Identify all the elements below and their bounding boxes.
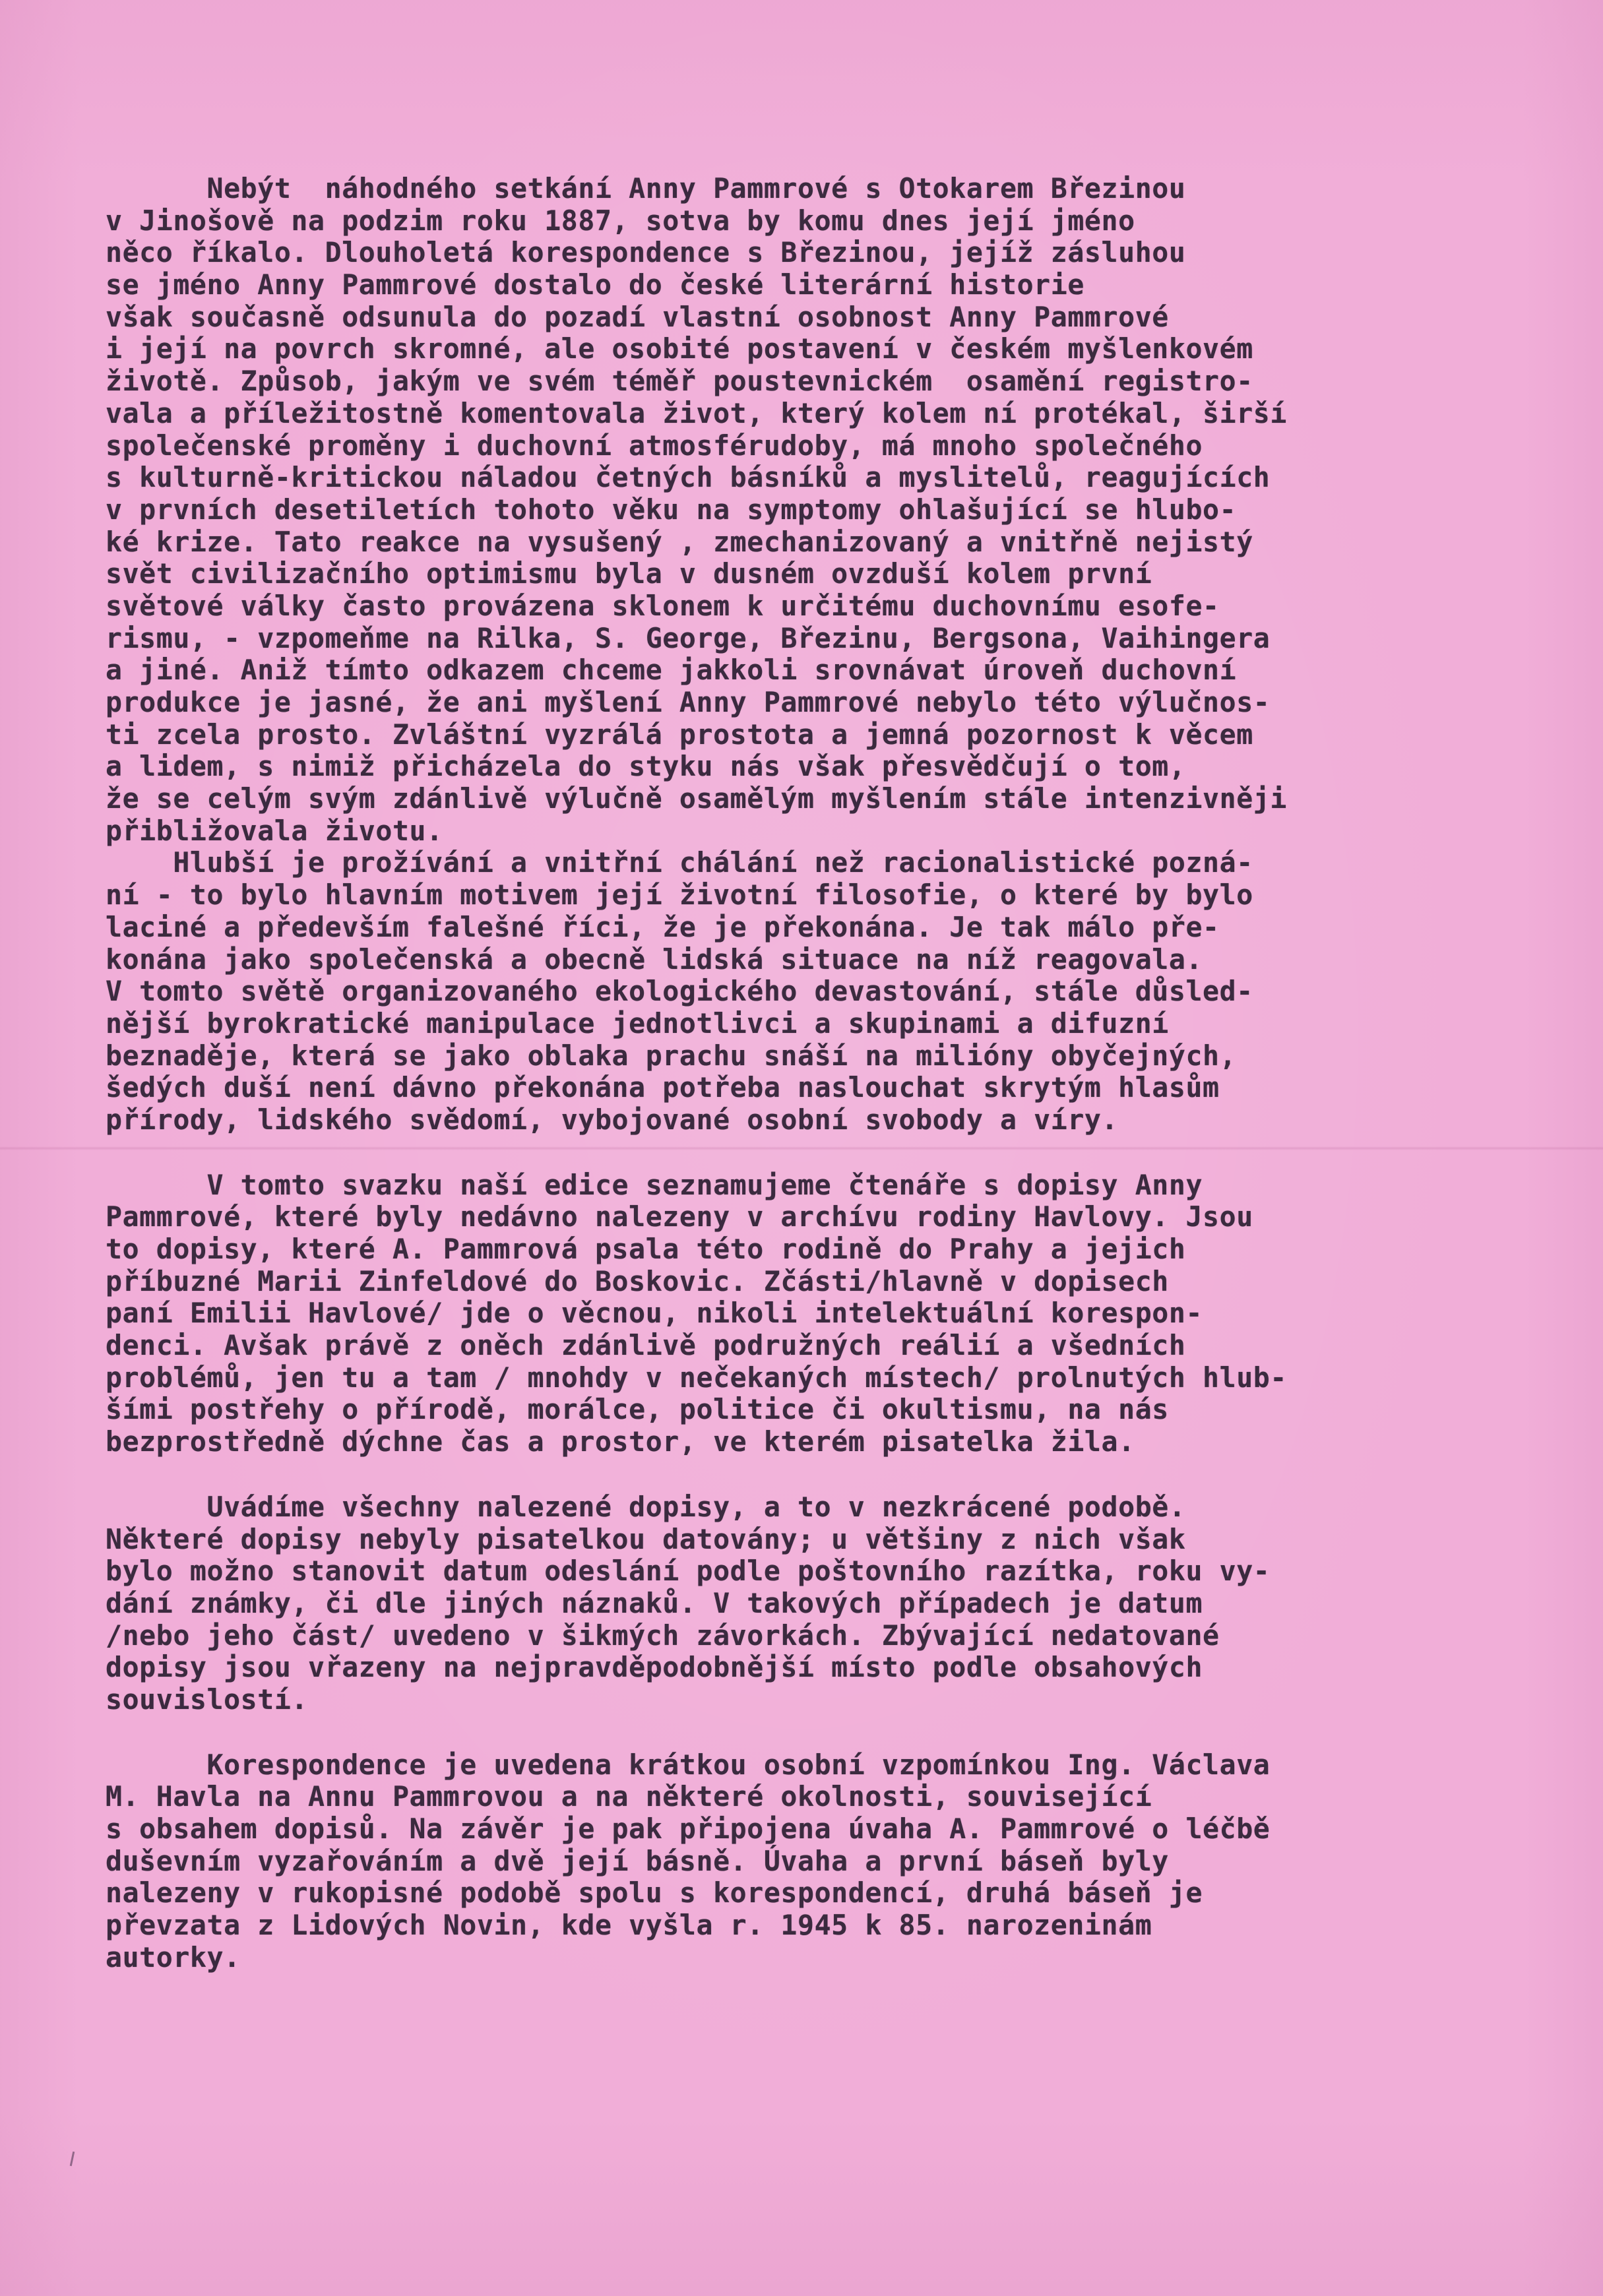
text-line: konána jako společenská a obecně lidská situace na níž reagovala. <box>106 943 1203 976</box>
text-line: /nebo jeho část/ uvedeno v šikmých závorkách. Zbývající nedatované <box>106 1619 1220 1652</box>
paragraph-gap <box>106 1716 1524 1749</box>
text-line: to dopisy, které A. Pammrová psala této rodině do Prahy a jejich <box>106 1233 1186 1265</box>
paragraph-gap <box>106 1136 1524 1169</box>
text-line: V tomto svazku naší edice seznamujeme čtenáře s dopisy Anny <box>106 1168 1203 1201</box>
text-line: M. Havla na Annu Pammrovou a na některé okolnosti, související <box>106 1780 1152 1813</box>
text-line: Některé dopisy nebyly pisatelkou datovány; u většiny z nich však <box>106 1522 1186 1555</box>
text-line: že se celým svým zdánlivě výlučně osamělým myšlením stále intenzivněji <box>106 782 1287 815</box>
text-line: nější byrokratické manipulace jednotlivci a skupinami a difuzní <box>106 1007 1169 1039</box>
text-line: Pammrové, které byly nedávno nalezeny v archívu rodiny Havlovy. Jsou <box>106 1200 1253 1233</box>
text-line: převzata z Lidových Novin, kde vyšla r. 1945 k 85. narozeninám <box>106 1909 1152 1942</box>
text-line: ní - to bylo hlavním motivem její životní filosofie, o které by bylo <box>106 879 1253 912</box>
paragraph <box>106 173 1524 847</box>
text-line: souvislostí. <box>106 1683 309 1716</box>
text-line: se jméno Anny Pammrové dostalo do české literární historie <box>106 268 1084 301</box>
text-line: a lidem, s nimiž přicházela do styku nás však přesvědčují o tom, <box>106 750 1186 783</box>
text-line: ké krize. Tato reakce na vysušený , zmechanizovaný a vnitřně nejistý <box>106 525 1253 558</box>
text-line: beznaděje, která se jako oblaka prachu snáší na milióny obyčejných, <box>106 1039 1237 1072</box>
paragraph-gap <box>106 1458 1524 1491</box>
text-line: životě. Způsob, jakým ve svém téměř poustevnickém osamění registro- <box>106 365 1253 398</box>
text-line: a jiné. Aniž tímto odkazem chceme jakkoli srovnávat úroveň duchovní <box>106 654 1237 687</box>
text-line: však současně odsunula do pozadí vlastní osobnost Anny Pammrové <box>106 300 1169 333</box>
text-line: autorky. <box>106 1940 241 1973</box>
text-line: Uvádíme všechny nalezené dopisy, a to v nezkrácené podobě. <box>106 1490 1186 1523</box>
text-line: ti zcela prosto. Zvláštní vyzrálá prostota a jemná pozornost k věcem <box>106 718 1253 751</box>
text-line: s obsahem dopisů. Na závěr je pak připojena úvaha A. Pammrové o léčbě <box>106 1813 1271 1845</box>
text-line: v Jinošově na podzim roku 1887, sotva by komu dnes její jméno <box>106 204 1135 237</box>
text-line: světové války často provázena sklonem k určitému duchovnímu esofe- <box>106 589 1220 622</box>
paragraph <box>106 1169 1524 1458</box>
text-line: s kulturně-kritickou náladou četných básníků a myslitelů, reagujících <box>106 461 1271 494</box>
text-line: bezprostředně dýchne čas a prostor, ve kterém pisatelka žila. <box>106 1425 1135 1458</box>
text-line: přírody, lidského svědomí, vybojované osobní svobody a víry. <box>106 1103 1119 1136</box>
text-line: nalezeny v rukopisné podobě spolu s korespondencí, druhá báseň je <box>106 1877 1203 1909</box>
pencil-margin-mark <box>70 2152 75 2166</box>
text-line: vala a příležitostně komentovala život, který kolem ní protékal, širší <box>106 396 1287 429</box>
text-line: něco říkalo. Dlouholetá korespondence s Březinou, jejíž zásluhou <box>106 236 1186 269</box>
text-line: V tomto světě organizovaného ekologického devastování, stále důsled- <box>106 975 1253 1008</box>
text-line: problémů, jen tu a tam / mnohdy v nečekaných místech/ prolnutých hlub- <box>106 1361 1287 1394</box>
text-line: v prvních desetiletích tohoto věku na symptomy ohlašující se hlubo- <box>106 493 1237 526</box>
text-line: společenské proměny i duchovní atmosférudoby, má mnoho společného <box>106 429 1203 462</box>
text-line: Hlubší je prožívání a vnitřní chálání než racionalistické pozná- <box>106 846 1253 879</box>
text-line: rismu, - vzpomeňme na Rilka, S. George, Březinu, Bergsona, Vaihingera <box>106 621 1271 654</box>
text-line: šedých duší není dávno překonána potřeba naslouchat skrytým hlasům <box>106 1071 1220 1104</box>
text-line: bylo možno stanovit datum odeslání podle poštovního razítka, roku vy- <box>106 1555 1271 1588</box>
text-line: paní Emilii Havlové/ jde o věcnou, nikoli intelektuální korespon- <box>106 1297 1203 1330</box>
text-line: Korespondence je uvedena krátkou osobní vzpomínkou Ing. Václava <box>106 1748 1271 1781</box>
text-line: Nebýt náhodného setkání Anny Pammrové s Otokarem Březinou <box>106 172 1186 204</box>
text-line: denci. Avšak právě z oněch zdánlivě podružných reálií a všedních <box>106 1329 1186 1362</box>
paragraph <box>106 847 1524 1136</box>
text-line: dopisy jsou vřazeny na nejpravděpodobnější místo podle obsahových <box>106 1651 1203 1684</box>
text-line: svět civilizačního optimismu byla v dusném ovzduší kolem první <box>106 557 1152 590</box>
paragraph <box>106 1491 1524 1716</box>
text-line: šími postřehy o přírodě, morálce, politice či okultismu, na nás <box>106 1393 1169 1426</box>
text-line: laciné a především falešné říci, že je překonána. Je tak málo pře- <box>106 910 1220 943</box>
text-line: i její na povrch skromné, ale osobité postavení v českém myšlenkovém <box>106 332 1253 365</box>
text-line: dání známky, či dle jiných náznaků. V takových případech je datum <box>106 1586 1203 1619</box>
text-line: duševním vyzařováním a dvě její básně. Úvaha a první báseň byly <box>106 1844 1169 1877</box>
text-line: produkce je jasné, že ani myšlení Anny Pammrové nebylo této výlučnos- <box>106 686 1271 718</box>
text-line: přibližovala životu. <box>106 814 443 847</box>
paragraph <box>106 1749 1524 1974</box>
document-body <box>106 173 1524 1973</box>
text-line: příbuzné Marii Zinfeldové do Boskovic. Zčásti/hlavně v dopisech <box>106 1264 1169 1297</box>
